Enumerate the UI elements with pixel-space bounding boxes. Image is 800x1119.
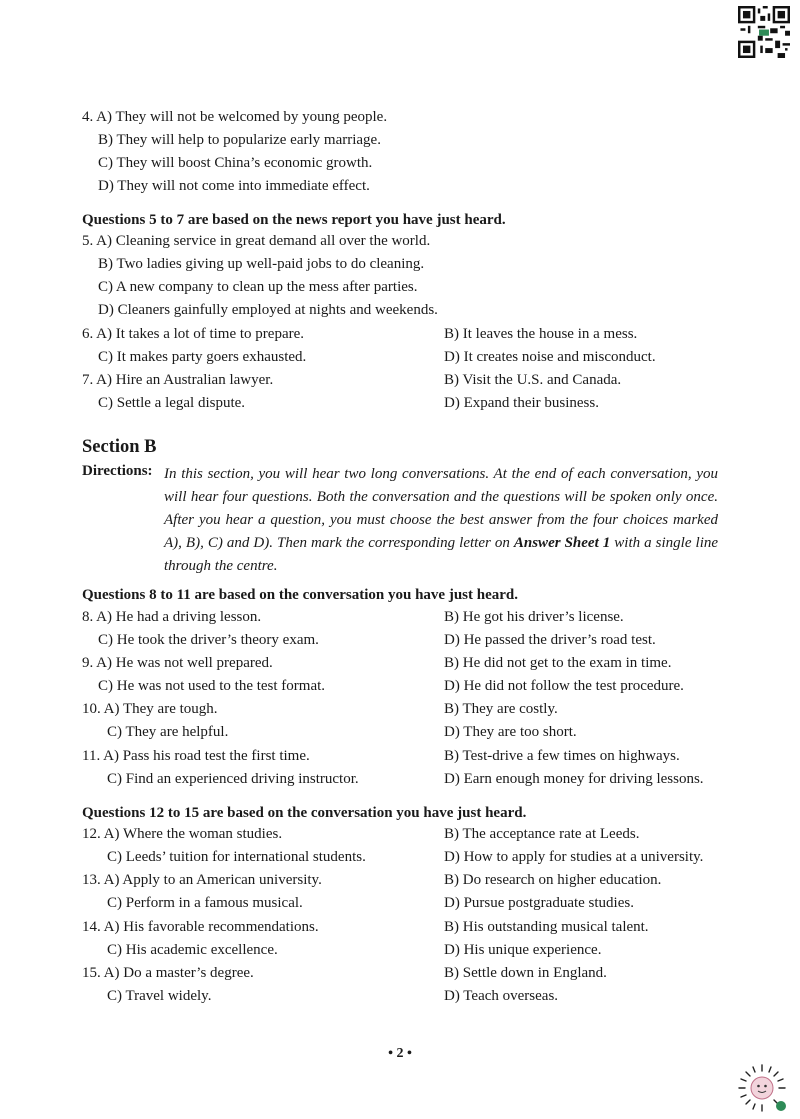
q4-option-d: D) They will not come into immediate effect. (98, 178, 370, 194)
directions-label: Directions: (82, 463, 153, 479)
q11-option-b: B) Test-drive a few times on highways. (444, 748, 680, 764)
q9-option-d: D) He did not follow the test procedure. (444, 678, 684, 694)
q5-option-c: C) A new company to clean up the mess after parties. (98, 279, 418, 295)
q7-option-b: B) Visit the U.S. and Canada. (444, 372, 622, 388)
q4-option-c: C) They will boost China’s economic growth. (98, 155, 373, 171)
q8-option-a: 8. A) He had a driving lesson. (82, 609, 262, 625)
q14-option-b: B) His outstanding musical talent. (444, 919, 649, 935)
q6-option-c: C) It makes party goers exhausted. (98, 349, 307, 365)
q10-option-c: C) They are helpful. (107, 724, 229, 740)
q6-option-a: 6. A) It takes a lot of time to prepare. (82, 326, 305, 342)
q13-option-b: B) Do research on higher education. (444, 872, 662, 888)
q8-option-c: C) He took the driver’s theory exam. (98, 632, 319, 648)
q14-option-a: 14. A) His favorable recommendations. (82, 919, 319, 935)
q6-option-d: D) It creates noise and misconduct. (444, 349, 656, 365)
q12-option-d: D) How to apply for studies at a university. (444, 849, 704, 865)
mini-program-code-icon (736, 1062, 788, 1114)
q11-option-d: D) Earn enough money for driving lessons. (444, 771, 704, 787)
directions-body: In this section, you will hear two long conversations. At the end of each conversation, you will hear four questions. Both the conversation and the questions will be spoken only once. After you hear a question, you must choose the best answer from the four choices marked A), B), C) and D). Then mark the corresponding letter on (164, 466, 718, 551)
q4-option-a: 4. A) They will not be welcomed by young people. (82, 109, 388, 125)
q15-option-c: C) Travel widely. (107, 988, 212, 1004)
page-number: • 2 • (388, 1046, 412, 1061)
q5-option-d: D) Cleaners gainfully employed at nights and weekends. (98, 302, 438, 318)
questions-12-15-heading: Questions 12 to 15 are based on the conversation you have just heard. (82, 805, 527, 821)
q13-option-d: D) Pursue postgraduate studies. (444, 895, 634, 911)
q12-option-c: C) Leeds’ tuition for international students. (107, 849, 366, 865)
q4-option-b: B) They will help to popularize early marriage. (98, 132, 381, 148)
section-b-title: Section B (82, 437, 157, 457)
q9-option-a: 9. A) He was not well prepared. (82, 655, 273, 671)
q9-option-c: C) He was not used to the test format. (98, 678, 326, 694)
q14-option-d: D) His unique experience. (444, 942, 602, 958)
q14-option-c: C) His academic excellence. (107, 942, 278, 958)
q8-option-b: B) He got his driver’s license. (444, 609, 624, 625)
q15-option-a: 15. A) Do a master’s degree. (82, 965, 254, 981)
q7-option-c: C) Settle a legal dispute. (98, 395, 246, 411)
q10-option-b: B) They are costly. (444, 701, 558, 717)
q10-option-d: D) They are too short. (444, 724, 577, 740)
q6-option-b: B) It leaves the house in a mess. (444, 326, 638, 342)
q7-option-a: 7. A) Hire an Australian lawyer. (82, 372, 274, 388)
q12-option-b: B) The acceptance rate at Leeds. (444, 826, 640, 842)
q5-option-b: B) Two ladies giving up well-paid jobs to do cleaning. (98, 256, 425, 272)
qr-code-icon (738, 6, 790, 58)
q15-option-b: B) Settle down in England. (444, 965, 607, 981)
q13-option-c: C) Perform in a famous musical. (107, 895, 303, 911)
q12-option-a: 12. A) Where the woman studies. (82, 826, 283, 842)
q8-option-d: D) He passed the driver’s road test. (444, 632, 656, 648)
q7-option-d: D) Expand their business. (444, 395, 599, 411)
answer-sheet-reference: Answer Sheet 1 (513, 535, 611, 551)
q11-option-c: C) Find an experienced driving instructor. (107, 771, 359, 787)
q15-option-d: D) Teach overseas. (444, 988, 559, 1004)
directions-text (164, 463, 718, 578)
q11-option-a: 11. A) Pass his road test the first time. (82, 748, 310, 764)
q5-option-a: 5. A) Cleaning service in great demand all over the world. (82, 233, 431, 249)
directions-tail: with a single line through the centre. (164, 535, 719, 574)
questions-5-7-heading: Questions 5 to 7 are based on the news report you have just heard. (82, 212, 506, 228)
q9-option-b: B) He did not get to the exam in time. (444, 655, 672, 671)
q10-option-a: 10. A) They are tough. (82, 701, 218, 717)
q13-option-a: 13. A) Apply to an American university. (82, 872, 322, 888)
questions-8-11-heading: Questions 8 to 11 are based on the conversation you have just heard. (82, 587, 518, 603)
